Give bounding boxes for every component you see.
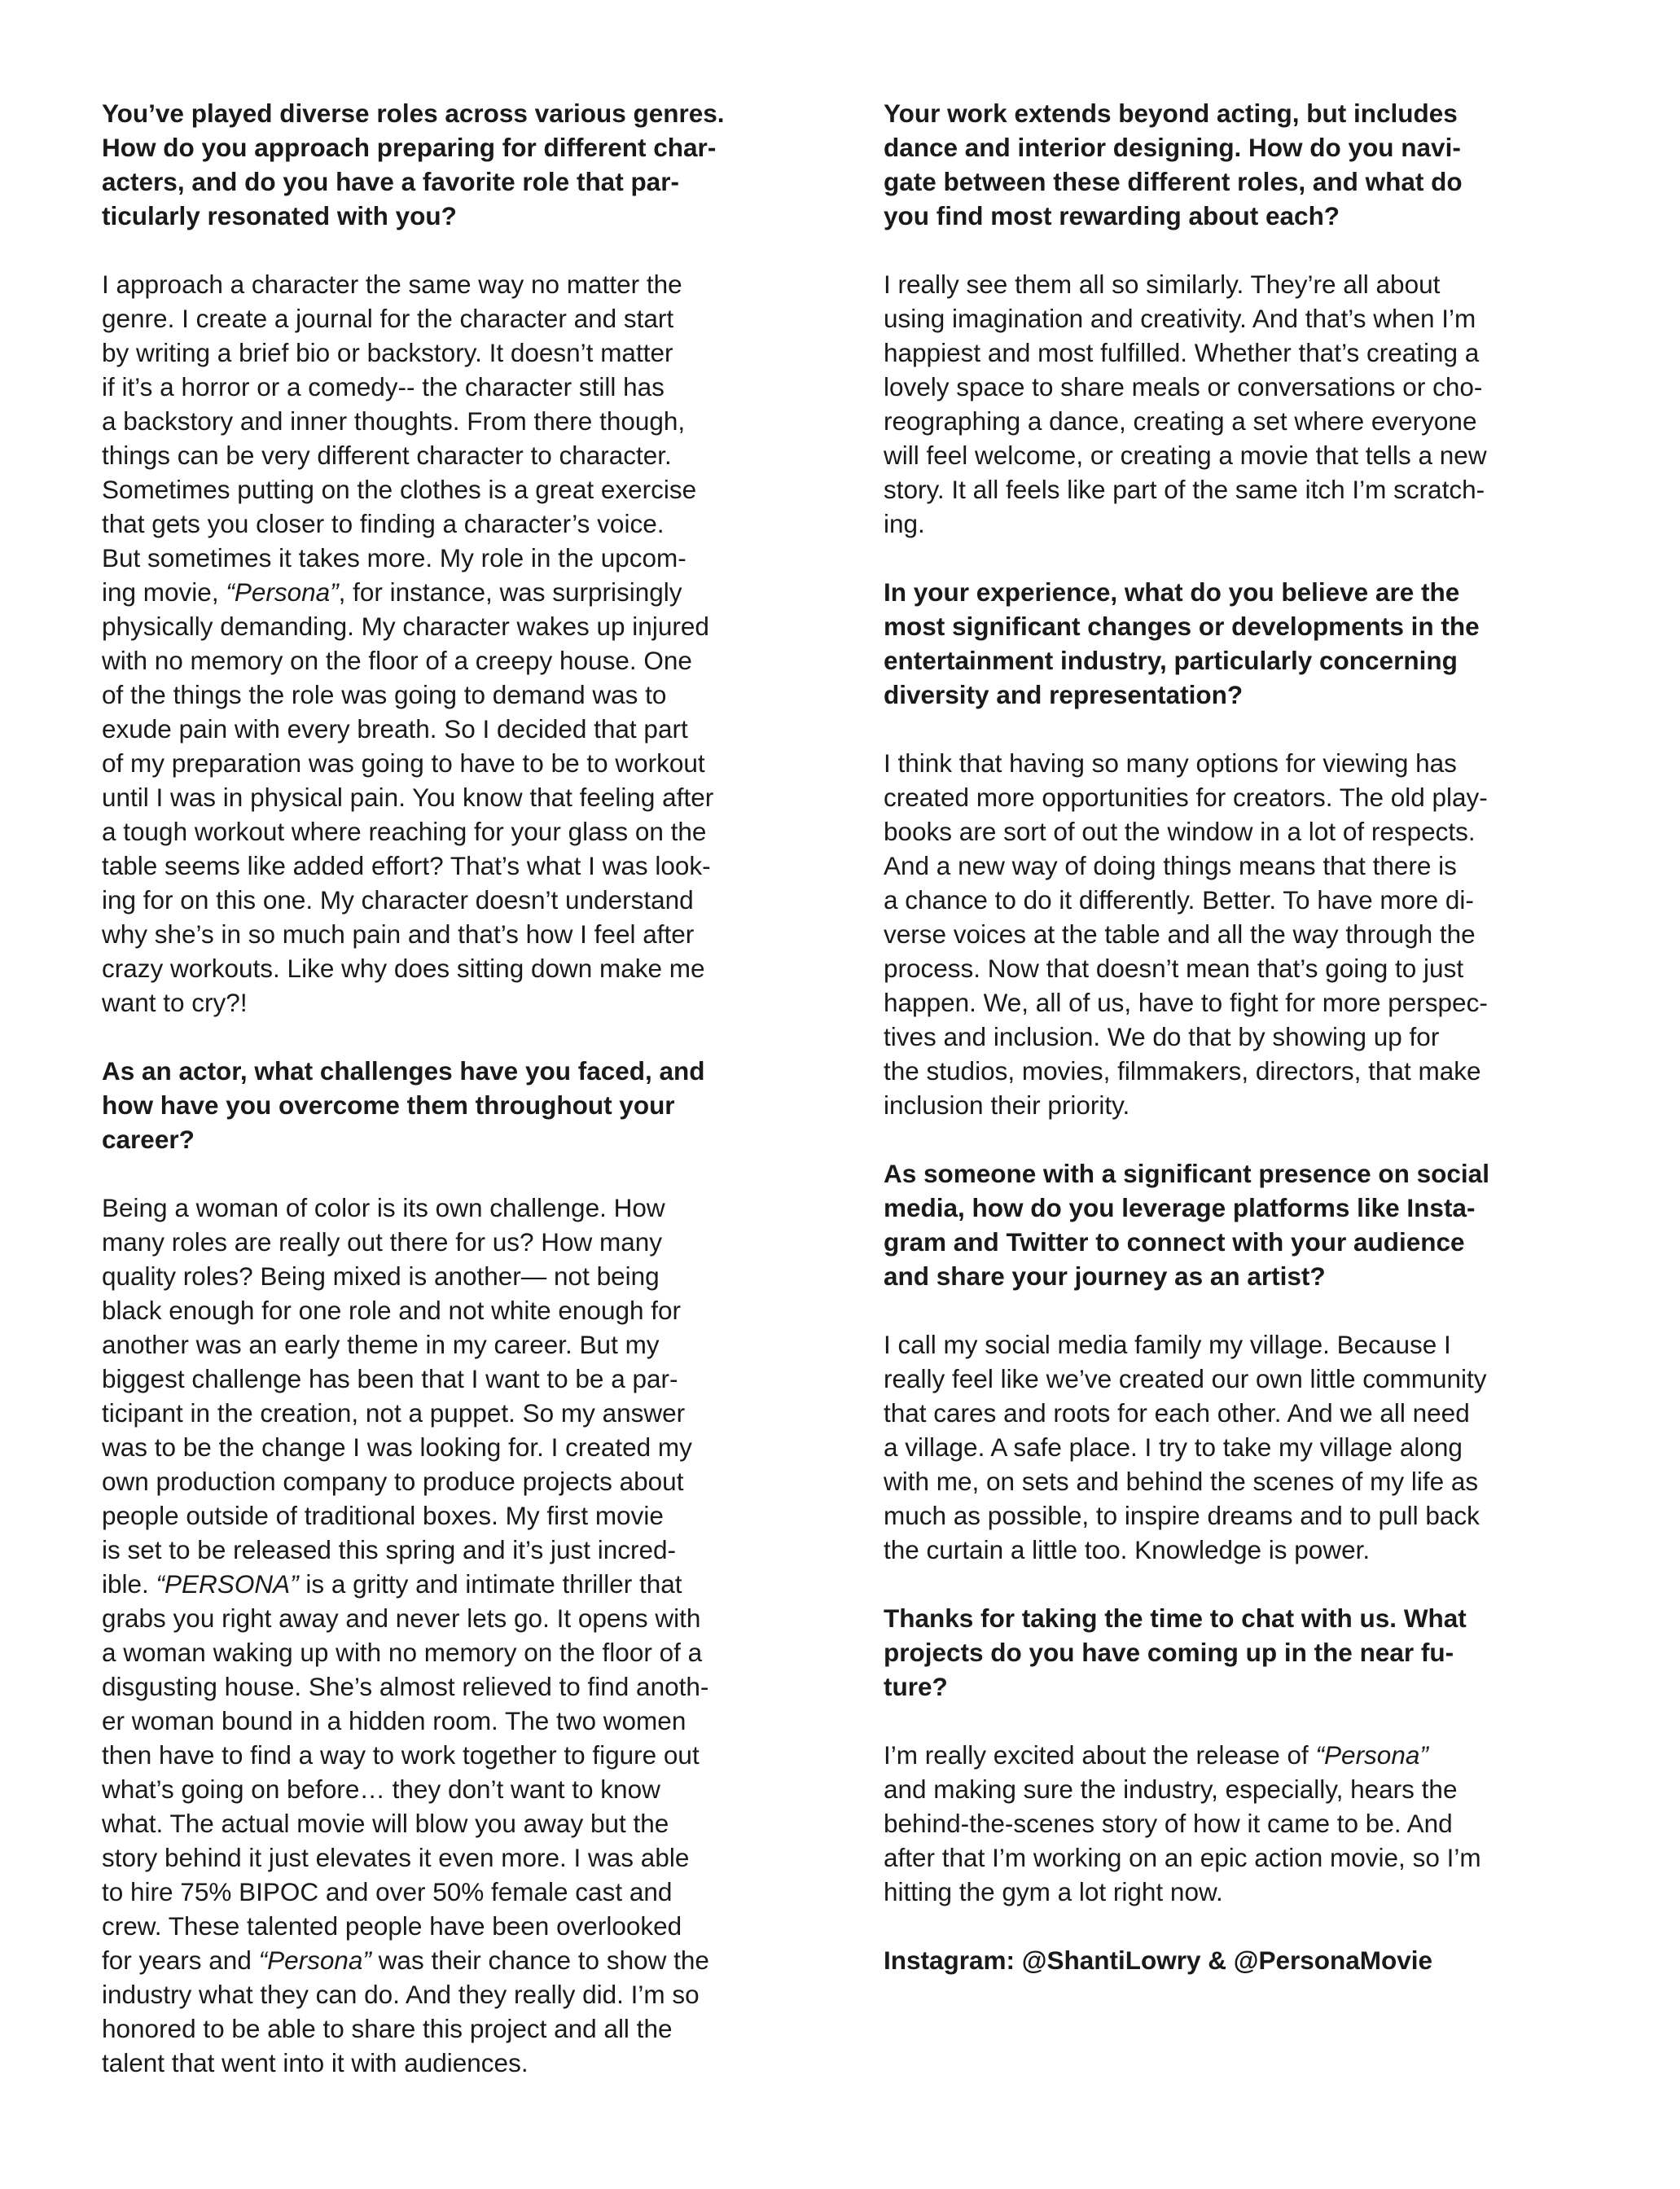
text-line: quality roles? Being mixed is another— not being <box>102 1261 660 1291</box>
text-line: the studios, movies, filmmakers, directors, that make <box>884 1056 1481 1086</box>
text-line: biggest challenge has been that I want to be a par- <box>102 1364 678 1393</box>
text-line: black enough for one role and not white enough for <box>102 1296 682 1325</box>
text-line: after that I’m working on an epic action movie, so I’m <box>884 1843 1481 1872</box>
text-line: with no memory on the floor of a creepy house. One <box>102 646 692 675</box>
text-line: dance and interior designing. How do you navi- <box>884 133 1461 162</box>
interview-question <box>884 575 1577 712</box>
text-line: the curtain a little too. Knowledge is power. <box>884 1535 1371 1564</box>
text-line: created more opportunities for creators. The old play- <box>884 783 1488 812</box>
text-line: How do you approach preparing for different char- <box>102 133 717 162</box>
text-line: really feel like we’ve created our own little community <box>884 1364 1487 1393</box>
text-line: inclusion their priority. <box>884 1090 1130 1120</box>
interview-answer <box>884 267 1577 541</box>
text-line: reographing a dance, creating a set where everyone <box>884 406 1477 436</box>
text-line: table seems like added effort? That’s what I was look- <box>102 851 711 880</box>
text-line: genre. I create a journal for the character and start <box>102 304 674 333</box>
text-line: what’s going on before… they don’t want to know <box>102 1774 660 1804</box>
text-line: a tough workout where reaching for your glass on the <box>102 817 707 846</box>
paragraph-spacer <box>884 541 1577 575</box>
text-line: if it’s a horror or a comedy-- the character still has <box>102 372 665 401</box>
text-line: media, how do you leverage platforms like Insta- <box>884 1193 1476 1222</box>
interview-answer <box>884 746 1577 1122</box>
text-line: tives and inclusion. We do that by showing up for <box>884 1022 1440 1051</box>
paragraph-spacer <box>884 712 1577 746</box>
text-line: people outside of traditional boxes. My first movie <box>102 1501 664 1530</box>
text-line: that gets you closer to finding a character’s voice. <box>102 509 665 538</box>
text-line: lovely space to share meals or conversations or cho- <box>884 372 1483 401</box>
text-line: much as possible, to inspire dreams and to pull back <box>884 1501 1480 1530</box>
text-line: I think that having so many options for viewing has <box>884 748 1457 778</box>
text-line: things can be very different character to character. <box>102 441 672 470</box>
text-line: As an actor, what challenges have you faced, and <box>102 1056 705 1086</box>
interview-question <box>884 1943 1577 1977</box>
left-column <box>102 96 796 2080</box>
text-line: In your experience, what do you believe are the <box>884 577 1460 607</box>
text-line: verse voices at the table and all the way through the <box>884 919 1476 949</box>
text-line: by writing a brief bio or backstory. It doesn’t matter <box>102 338 673 367</box>
text-line: And a new way of doing things means that there is <box>884 851 1457 880</box>
text-line: entertainment industry, particularly concerning <box>884 646 1458 675</box>
text-line: Instagram: @ShantiLowry & @PersonaMovie <box>884 1946 1433 1975</box>
text-line: ticularly resonated with you? <box>102 201 457 230</box>
text-line: for years and “Persona” was their chance to show the <box>102 1946 709 1975</box>
text-line: grabs you right away and never lets go. It opens with <box>102 1603 701 1633</box>
text-line: want to cry?! <box>102 988 248 1017</box>
text-line: most significant changes or developments in the <box>884 612 1480 641</box>
text-line: talent that went into it with audiences. <box>102 2048 529 2077</box>
paragraph-spacer <box>884 1909 1577 1943</box>
right-column <box>884 96 1577 1977</box>
interview-question <box>102 96 796 233</box>
paragraph-spacer <box>102 1020 796 1054</box>
text-line: ing movie, “Persona”, for instance, was surprisingly <box>102 577 682 607</box>
paragraph-spacer <box>884 1567 1577 1601</box>
interview-question <box>884 1156 1577 1293</box>
text-line: a woman waking up with no memory on the floor of a <box>102 1638 703 1667</box>
text-line: honored to be able to share this project and all the <box>102 2014 673 2043</box>
text-line: Sometimes putting on the clothes is a great exercise <box>102 475 697 504</box>
text-line: behind-the-scenes story of how it came to be. And <box>884 1809 1453 1838</box>
text-line: that cares and roots for each other. And we all need <box>884 1398 1470 1428</box>
text-line: diversity and representation? <box>884 680 1244 709</box>
text-line: exude pain with every breath. So I decided that part <box>102 714 688 744</box>
text-line: crew. These talented people have been overlooked <box>102 1911 682 1941</box>
text-line: and share your journey as an artist? <box>884 1261 1326 1291</box>
text-line: disgusting house. She’s almost relieved to find anoth- <box>102 1672 709 1701</box>
text-line: another was an early theme in my career. But my <box>102 1330 660 1359</box>
text-line: why she’s in so much pain and that’s how I feel after <box>102 919 695 949</box>
text-line: hitting the gym a lot right now. <box>884 1877 1223 1906</box>
text-line: to hire 75% BIPOC and over 50% female cast and <box>102 1877 673 1906</box>
text-line: story behind it just elevates it even more. I was able <box>102 1843 690 1872</box>
interview-question <box>884 96 1577 233</box>
interview-question <box>884 1601 1577 1704</box>
text-line: Your work extends beyond acting, but includes <box>884 99 1458 128</box>
text-line: You’ve played diverse roles across various genres. <box>102 99 725 128</box>
text-line: happen. We, all of us, have to fight for more perspec- <box>884 988 1488 1017</box>
text-line: But sometimes it takes more. My role in the upcom- <box>102 543 686 572</box>
text-line: process. Now that doesn’t mean that’s going to just <box>884 954 1464 983</box>
text-line: of my preparation was going to have to be to workout <box>102 748 705 778</box>
text-line: books are sort of out the window in a lot of respects. <box>884 817 1476 846</box>
interview-answer <box>884 1327 1577 1567</box>
text-line: Thanks for taking the time to chat with us. What <box>884 1603 1467 1633</box>
paragraph-spacer <box>884 233 1577 267</box>
text-line: I approach a character the same way no matter the <box>102 270 682 299</box>
interview-question <box>102 1054 796 1156</box>
text-line: I call my social media family my village. Because I <box>884 1330 1451 1359</box>
paragraph-spacer <box>102 1156 796 1191</box>
text-line: how have you overcome them throughout your <box>102 1090 675 1120</box>
text-line: industry what they can do. And they really did. I’m so <box>102 1980 700 2009</box>
text-line: then have to find a way to work together to figure out <box>102 1740 700 1770</box>
text-line: many roles are really out there for us? How many <box>102 1227 663 1257</box>
paragraph-spacer <box>884 1122 1577 1156</box>
text-line: ticipant in the creation, not a puppet. So my answer <box>102 1398 686 1428</box>
text-line: own production company to produce projects about <box>102 1467 684 1496</box>
text-line: I’m really excited about the release of “Persona” <box>884 1740 1428 1770</box>
text-line: projects do you have coming up in the near fu- <box>884 1638 1454 1667</box>
text-line: will feel welcome, or creating a movie that tells a new <box>884 441 1487 470</box>
text-line: acters, and do you have a favorite role that par- <box>102 167 679 196</box>
text-line: was to be the change I was looking for. I created my <box>102 1432 692 1462</box>
text-line: career? <box>102 1125 195 1154</box>
text-line: crazy workouts. Like why does sitting down make me <box>102 954 705 983</box>
text-line: is set to be released this spring and it’s just incred- <box>102 1535 677 1564</box>
interview-answer <box>102 1191 796 2080</box>
interview-answer <box>102 267 796 1020</box>
text-line: what. The actual movie will blow you away but the <box>102 1809 669 1838</box>
interview-answer <box>884 1738 1577 1909</box>
paragraph-spacer <box>884 1704 1577 1738</box>
text-line: until I was in physical pain. You know that feeling after <box>102 783 714 812</box>
text-line: Being a woman of color is its own challenge. How <box>102 1193 665 1222</box>
text-line: you find most rewarding about each? <box>884 201 1340 230</box>
text-line: with me, on sets and behind the scenes of my life as <box>884 1467 1479 1496</box>
text-line: ing for on this one. My character doesn’t understand <box>102 885 694 915</box>
text-line: using imagination and creativity. And that’s when I’m <box>884 304 1476 333</box>
text-line: I really see them all so similarly. They’re all about <box>884 270 1441 299</box>
text-line: ing. <box>884 509 925 538</box>
text-line: of the things the role was going to demand was to <box>102 680 667 709</box>
text-line: As someone with a significant presence on social <box>884 1159 1489 1188</box>
text-line: gram and Twitter to connect with your audience <box>884 1227 1465 1257</box>
text-line: er woman bound in a hidden room. The two women <box>102 1706 686 1735</box>
text-line: ible. “PERSONA” is a gritty and intimate thriller that <box>102 1569 682 1599</box>
text-line: gate between these different roles, and what do <box>884 167 1463 196</box>
paragraph-spacer <box>102 233 796 267</box>
text-line: ture? <box>884 1672 948 1701</box>
text-line: a chance to do it differently. Better. To have more di- <box>884 885 1474 915</box>
text-line: story. It all feels like part of the same itch I’m scratch- <box>884 475 1485 504</box>
text-line: happiest and most fulfilled. Whether that’s creating a <box>884 338 1480 367</box>
text-line: physically demanding. My character wakes up injured <box>102 612 709 641</box>
text-line: a backstory and inner thoughts. From there though, <box>102 406 686 436</box>
text-line: a village. A safe place. I try to take my village along <box>884 1432 1463 1462</box>
text-line: and making sure the industry, especially, hears the <box>884 1774 1458 1804</box>
paragraph-spacer <box>884 1293 1577 1327</box>
